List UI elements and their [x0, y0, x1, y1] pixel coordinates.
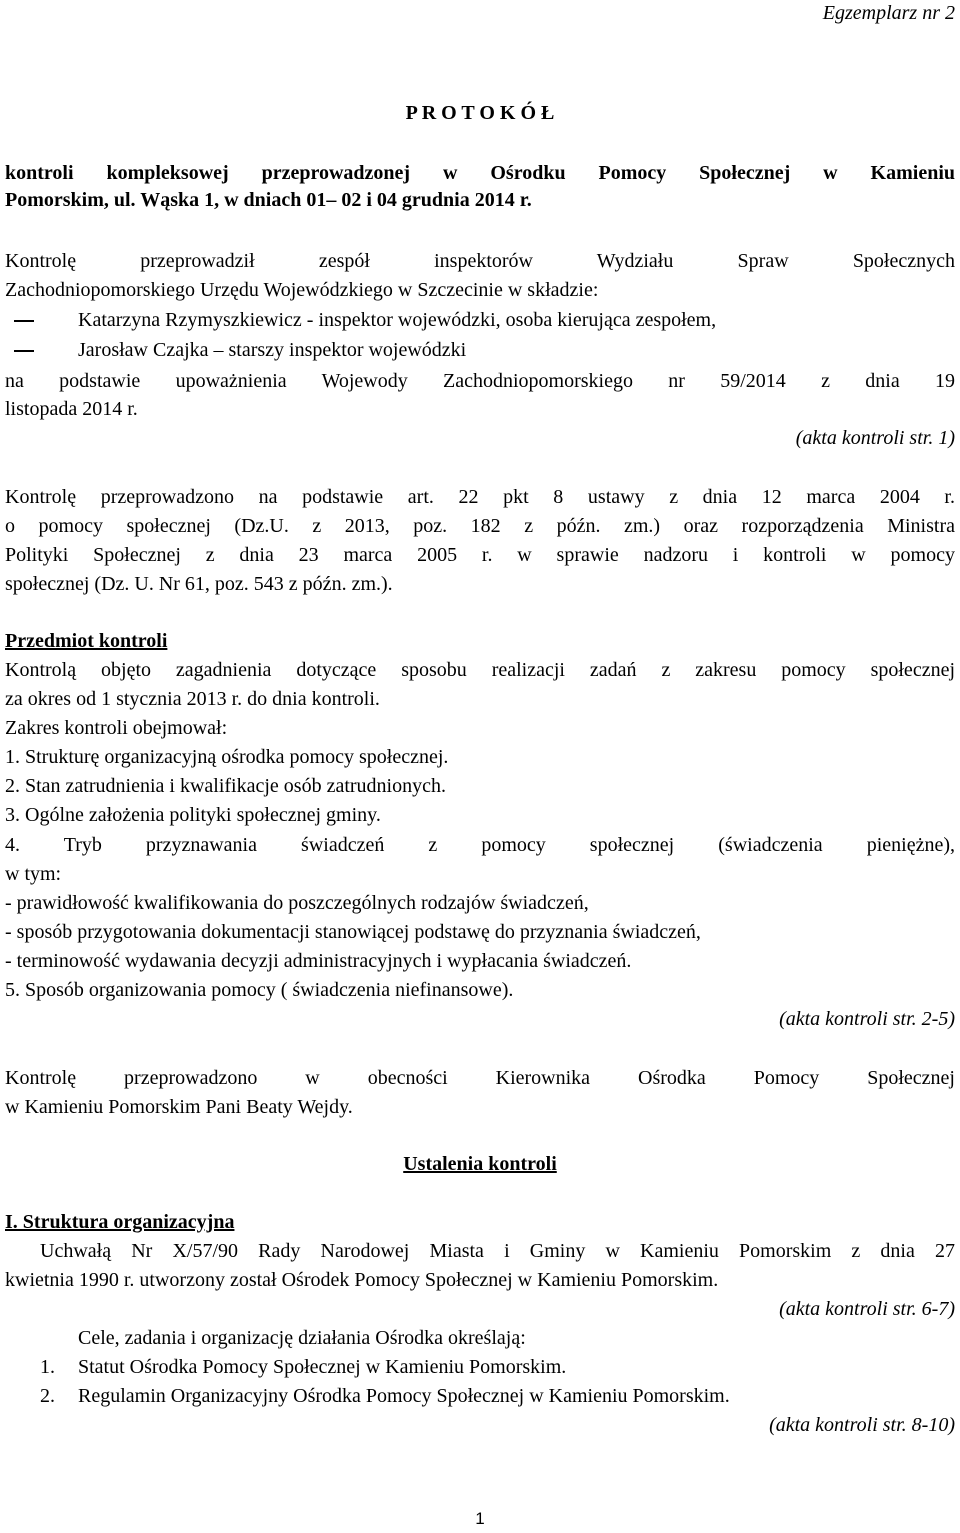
subject-line-2: za okres od 1 stycznia 2013 r. do dnia kontroli.	[5, 688, 380, 710]
authorization-line-1: na podstawie upoważnienia Wojewody Zachodniopomorskiego nr 59/2014 z dnia 19	[5, 370, 955, 392]
dash-bullet-icon	[14, 320, 34, 322]
scope-item-4-cont: w tym:	[5, 863, 62, 885]
scope-subitem-3: - terminowość wydawania decyzji administracyjnych i wypłacania świadczeń.	[5, 950, 632, 972]
team-member-2: Jarosław Czajka – starszy inspektor wojewódzki	[78, 339, 467, 361]
authorization-line-2: listopada 2014 r.	[5, 398, 138, 420]
findings-heading: Ustalenia kontroli	[403, 1153, 557, 1175]
section-1-heading: I. Struktura organizacyjna	[5, 1211, 235, 1233]
subtitle-line-1: kontroli kompleksowej przeprowadzonej w Ośrodku Pomocy Społecznej w Kamieniu	[5, 162, 955, 184]
file-reference: (akta kontroli str. 8-10)	[769, 1414, 955, 1436]
document-title: P R O T O K Ó Ł	[405, 102, 555, 124]
file-reference: (akta kontroli str. 2-5)	[779, 1008, 955, 1030]
scope-item-1: 1. Strukturę organizacyjną ośrodka pomocy społecznej.	[5, 746, 449, 768]
legal-basis-line-4: społecznej (Dz. U. Nr 61, poz. 543 z późn. zm.).	[5, 573, 393, 595]
section-1-line-1: Uchwałą Nr X/57/90 Rady Narodowej Miasta i Gminy w Kamieniu Pomorskim z dnia 27	[40, 1240, 955, 1262]
subject-heading: Przedmiot kontroli	[5, 630, 168, 652]
subject-line-1: Kontrolą objęto zagadnienia dotyczące sposobu realizacji zadań z zakresu pomocy społecznej	[5, 659, 955, 681]
doc-2-number: 2.	[40, 1385, 55, 1407]
presence-line-2: w Kamieniu Pomorskim Pani Beaty Wejdy.	[5, 1096, 353, 1118]
scope-subitem-2: - sposób przygotowania dokumentacji stanowiącej podstawę do przyznania świadczeń,	[5, 921, 701, 943]
scope-item-4: 4. Tryb przyznawania świadczeń z pomocy społecznej (świadczenia pieniężne),	[5, 834, 955, 856]
dash-bullet-icon	[14, 350, 34, 352]
page-number: 1	[475, 1509, 485, 1528]
doc-2-title: Regulamin Organizacyjny Ośrodka Pomocy Społecznej w Kamieniu Pomorskim.	[78, 1385, 730, 1407]
scope-item-3: 3. Ogólne założenia polityki społecznej gminy.	[5, 804, 381, 826]
goals-intro: Cele, zadania i organizację działania Ośrodka określają:	[78, 1327, 526, 1349]
section-1-line-2: kwietnia 1990 r. utworzony został Ośrodek Pomocy Społecznej w Kamieniu Pomorskim.	[5, 1269, 719, 1291]
scope-subitem-1: - prawidłowość kwalifikowania do poszczególnych rodzajów świadczeń,	[5, 892, 589, 914]
legal-basis-line-3: Polityki Społecznej z dnia 23 marca 2005 r. w sprawie nadzoru i kontroli w pomocy	[5, 544, 955, 566]
legal-basis-line-2: o pomocy społecznej (Dz.U. z 2013, poz. 182 z późn. zm.) oraz rozporządzenia Ministra	[5, 515, 955, 537]
presence-line-1: Kontrolę przeprowadzono w obecności Kierownika Ośrodka Pomocy Społecznej	[5, 1067, 955, 1089]
team-member-1: Katarzyna Rzymyszkiewicz - inspektor wojewódzki, osoba kierująca zespołem,	[78, 309, 717, 331]
file-reference: (akta kontroli str. 6-7)	[779, 1298, 955, 1320]
team-intro-line-1: Kontrolę przeprowadził zespół inspektorów Wydziału Spraw Społecznych	[5, 250, 955, 272]
scope-item-5: 5. Sposób organizowania pomocy ( świadczenia niefinansowe).	[5, 979, 514, 1001]
scope-item-2: 2. Stan zatrudnienia i kwalifikacje osób zatrudnionych.	[5, 775, 446, 797]
team-intro-line-2: Zachodniopomorskiego Urzędu Wojewódzkiego w Szczecinie w składzie:	[5, 279, 599, 301]
doc-1-title: Statut Ośrodka Pomocy Społecznej w Kamieniu Pomorskim.	[78, 1356, 567, 1378]
file-reference: (akta kontroli str. 1)	[795, 427, 955, 449]
copy-number: Egzemplarz nr 2	[822, 2, 955, 24]
doc-1-number: 1.	[40, 1356, 55, 1378]
legal-basis-line-1: Kontrolę przeprowadzono na podstawie art. 22 pkt 8 ustawy z dnia 12 marca 2004 r.	[5, 486, 955, 508]
scope-label: Zakres kontroli obejmował:	[5, 717, 228, 739]
subtitle-line-2: Pomorskim, ul. Wąska 1, w dniach 01– 02 i 04 grudnia 2014 r.	[5, 189, 532, 211]
